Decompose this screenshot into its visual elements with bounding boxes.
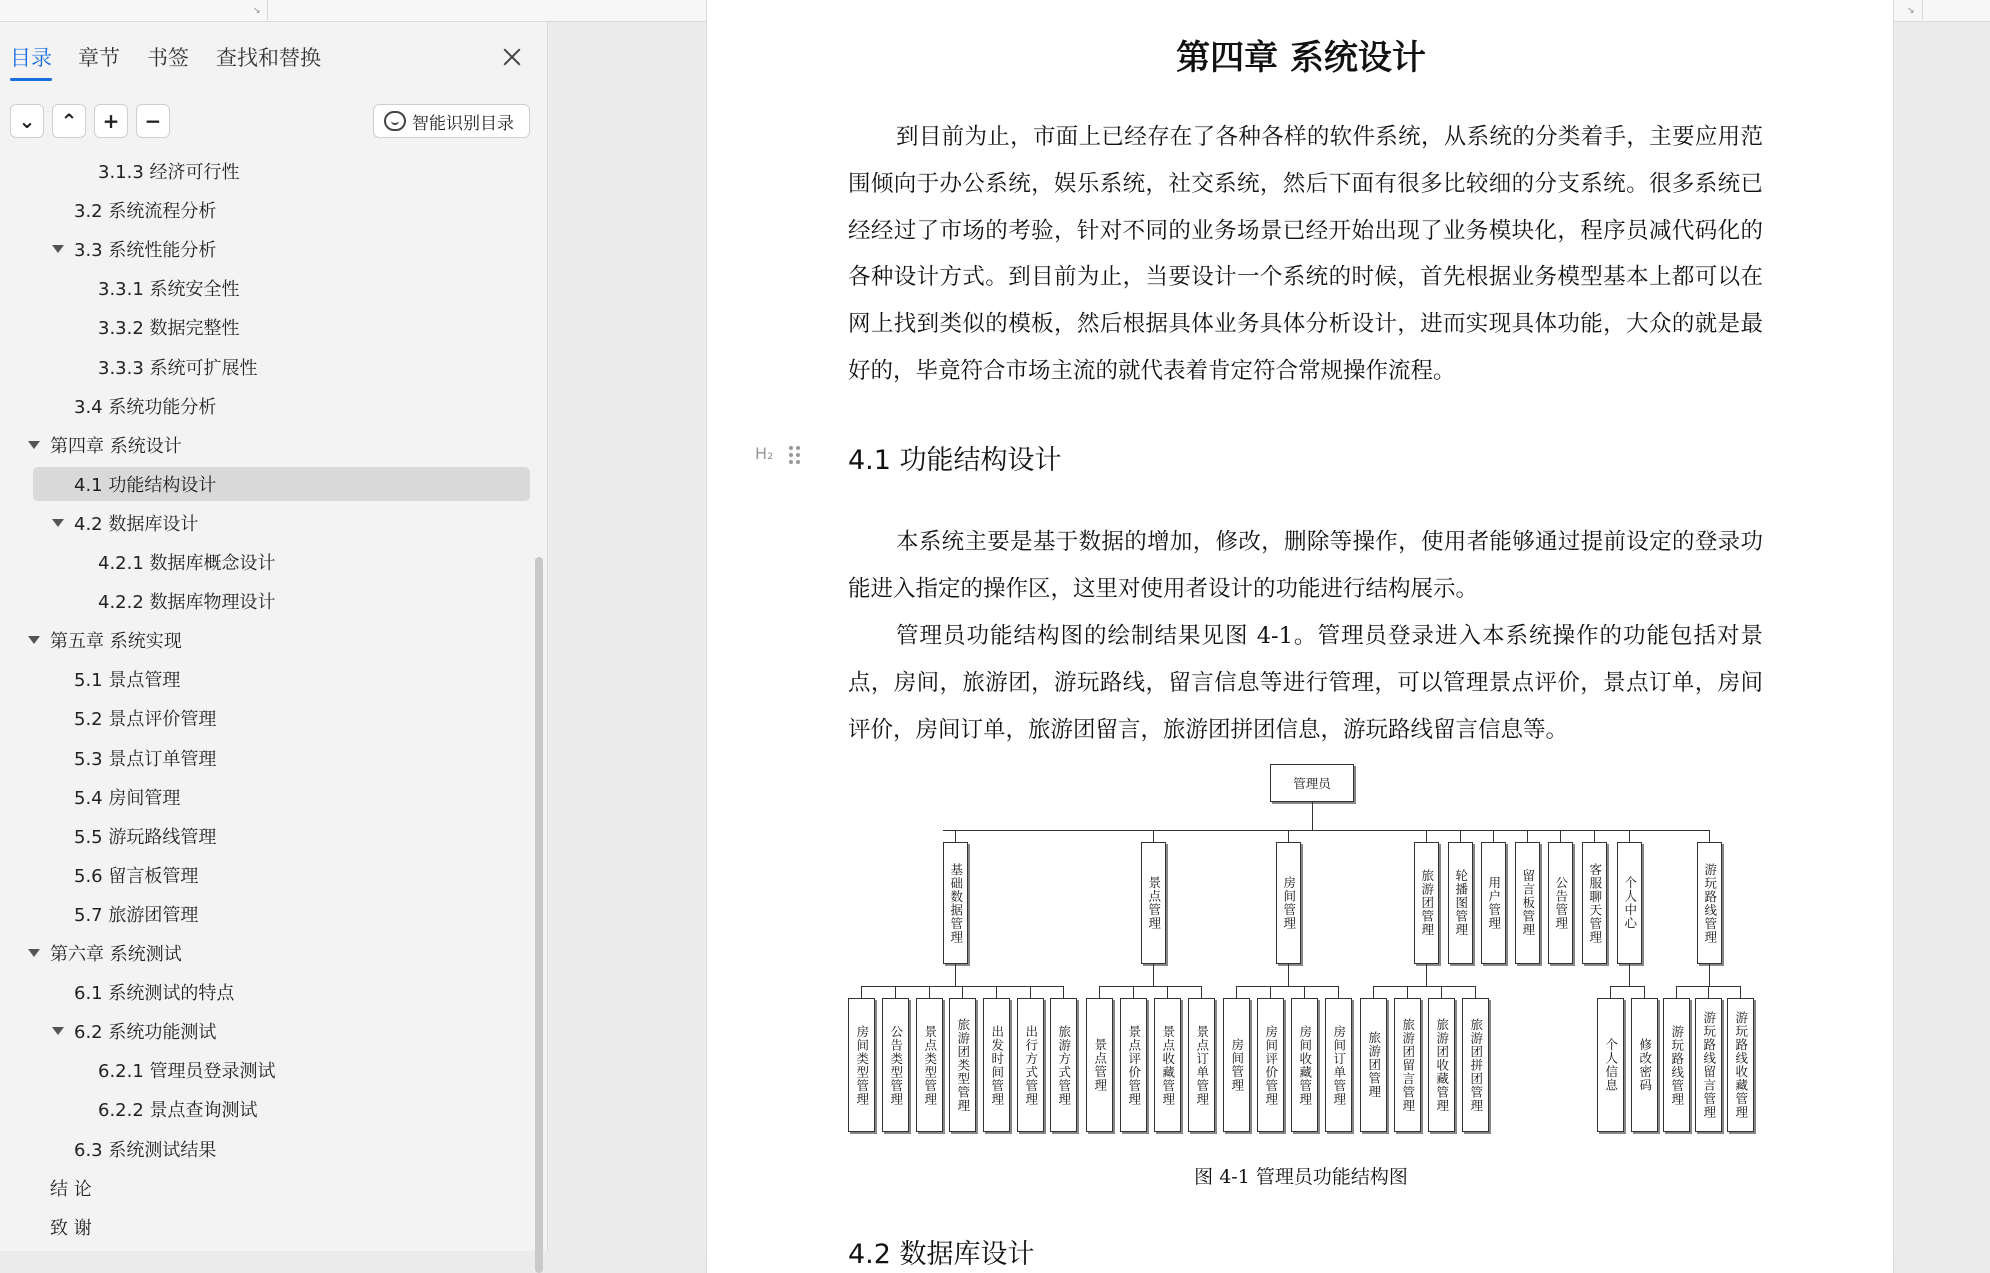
- toc-item[interactable]: [50, 623, 182, 657]
- toc-item-label: 3.1.3 经济可行性: [98, 162, 240, 183]
- chart-level1-node: 景点管理: [1141, 842, 1166, 964]
- connector-line: [955, 830, 956, 842]
- toc-item[interactable]: [74, 1132, 216, 1166]
- toc-item[interactable]: [74, 741, 216, 775]
- chart-level2-node: 旅游团管理: [1360, 998, 1387, 1132]
- toc-item-label: 4.2.1 数据库概念设计: [98, 553, 276, 574]
- connector-line: [929, 986, 930, 998]
- connector-line: [1629, 830, 1630, 842]
- toc-item[interactable]: [98, 310, 240, 344]
- chart-level2-node: 公告类型管理: [882, 998, 909, 1132]
- connector-line: [1709, 964, 1710, 986]
- expand-caret-icon[interactable]: [28, 441, 40, 449]
- close-icon[interactable]: [498, 44, 526, 72]
- chart-level1-node: 游玩路线管理: [1697, 842, 1722, 964]
- chapter-title: 第四章 系统设计: [1176, 38, 1426, 78]
- connector-line: [1629, 964, 1630, 986]
- toc-item-label: 致 谢: [50, 1217, 92, 1239]
- chart-level1-node: 轮播图管理: [1448, 842, 1473, 964]
- chart-level2-node: 房间类型管理: [848, 998, 875, 1132]
- toc-item-label: 6.3 系统测试结果: [74, 1139, 217, 1161]
- toc-item[interactable]: [74, 662, 180, 696]
- chart-level2-node: 个人信息: [1597, 998, 1624, 1132]
- toc-item-label: 第五章 系统实现: [50, 631, 182, 653]
- toc-item[interactable]: [98, 154, 240, 188]
- connector-line: [895, 986, 896, 998]
- remove-heading-button[interactable]: [136, 104, 170, 138]
- toc-item[interactable]: [74, 232, 216, 266]
- connector-line: [1644, 986, 1645, 998]
- expand-corner-icon[interactable]: ↘: [253, 6, 261, 16]
- add-heading-button[interactable]: [94, 104, 128, 138]
- toc-item[interactable]: [98, 584, 276, 618]
- toc-item-label: 3.3 系统性能分析: [74, 240, 217, 262]
- connector-line: [1030, 986, 1031, 998]
- toc-item[interactable]: [74, 506, 198, 540]
- chart-root-node: 管理员: [1270, 764, 1354, 802]
- toc-item[interactable]: [33, 467, 530, 501]
- toc-item-label: 4.2 数据库设计: [74, 513, 199, 535]
- ribbon-group: [268, 0, 778, 20]
- connector-line: [1527, 830, 1528, 842]
- tab-contents[interactable]: 目录: [10, 42, 52, 72]
- connector-line: [1493, 830, 1494, 842]
- drag-handle-icon[interactable]: [789, 446, 801, 466]
- connector-line: [1153, 964, 1154, 986]
- connector-line: [1201, 986, 1202, 998]
- heading-level-marker: H₂: [755, 444, 774, 463]
- connector-line: [1441, 986, 1442, 998]
- connector-line: [1288, 964, 1289, 986]
- toc-item[interactable]: [74, 819, 216, 853]
- ai-icon: [384, 111, 406, 131]
- toc-item[interactable]: [74, 858, 198, 892]
- connector-line: [1709, 830, 1710, 842]
- next-section-heading: 4.2 数据库设计: [848, 1239, 1035, 1270]
- toc-item[interactable]: [74, 897, 198, 931]
- expand-caret-icon[interactable]: [52, 245, 64, 253]
- toc-item-label: 5.6 留言板管理: [74, 865, 199, 887]
- toc-item[interactable]: [50, 1171, 92, 1205]
- expand-corner-icon[interactable]: ↘: [1907, 6, 1915, 16]
- toc-item-label: 6.1 系统测试的特点: [74, 983, 235, 1005]
- connector-line: [1133, 986, 1134, 998]
- toc-item-label: 3.3.3 系统可扩展性: [98, 357, 258, 379]
- chart-level2-node: 旅游团收藏管理: [1428, 998, 1455, 1132]
- chart-level1-node: 基础数据管理: [943, 842, 968, 964]
- toc-item[interactable]: [50, 1210, 92, 1244]
- connector-line: [1610, 986, 1611, 998]
- toc-item-label: 5.5 游玩路线管理: [74, 826, 217, 848]
- connector-line: [1373, 986, 1476, 987]
- toc-item-label: 第六章 系统测试: [50, 944, 182, 965]
- plus-icon: +: [102, 109, 120, 133]
- connector-line: [1099, 986, 1100, 998]
- chart-level2-node: 景点收藏管理: [1154, 998, 1181, 1132]
- chart-level2-node: 旅游团留言管理: [1394, 998, 1421, 1132]
- chart-level2-node: 旅游方式管理: [1050, 998, 1077, 1132]
- body-paragraph: 本系统主要是基于数据的增加，修改，删除等操作，使用者能够通过提前设定的登录功能进入指定的操作区，这里对使用者设计的功能进行结构展示。: [848, 529, 1763, 602]
- chart-level2-node: 旅游团拼团管理: [1462, 998, 1489, 1132]
- connector-line: [1236, 986, 1237, 998]
- toc-item-label: 6.2 系统功能测试: [74, 1022, 217, 1044]
- chart-level1-node: 旅游团管理: [1414, 842, 1439, 964]
- chart-level1-node: 留言板管理: [1515, 842, 1540, 964]
- toc-item-label: 4.1 功能结构设计: [74, 474, 217, 496]
- connector-line: [1338, 986, 1339, 998]
- chart-level1-node: 房间管理: [1276, 842, 1301, 964]
- toc-item[interactable]: [50, 428, 182, 462]
- connector-line: [1304, 986, 1305, 998]
- toc-item-label: 结 论: [50, 1178, 92, 1200]
- connector-line: [1407, 986, 1408, 998]
- toc-item-label: 5.3 景点订单管理: [74, 748, 217, 770]
- chart-level2-node: 房间收藏管理: [1291, 998, 1318, 1132]
- chart-level2-node: 出发时间管理: [983, 998, 1010, 1132]
- chart-level2-node: 房间订单管理: [1325, 998, 1352, 1132]
- expand-caret-icon[interactable]: [28, 636, 40, 644]
- chart-level2-node: 出行方式管理: [1017, 998, 1044, 1132]
- chart-level1-node: 用户管理: [1481, 842, 1506, 964]
- chart-level2-node: 景点订单管理: [1188, 998, 1215, 1132]
- toc-item-label: 第四章 系统设计: [50, 435, 182, 457]
- connector-line: [1610, 986, 1645, 987]
- toc-item-label: 3.2 系统流程分析: [74, 201, 217, 223]
- connector-line: [1153, 830, 1154, 842]
- toc-item[interactable]: [74, 975, 234, 1009]
- toc-item[interactable]: [74, 780, 180, 814]
- collapse-up-button[interactable]: [52, 104, 86, 138]
- chart-level1-node: 个人中心: [1617, 842, 1642, 964]
- smart-toc-label: 智能识别目录: [412, 113, 514, 134]
- smart-toc-button[interactable]: [373, 104, 530, 138]
- chart-level2-node: 旅游团类型管理: [949, 998, 976, 1132]
- toc-item-label: 6.2.1 管理员登录测试: [98, 1061, 276, 1083]
- collapse-down-button[interactable]: [10, 104, 44, 138]
- connector-line: [1708, 986, 1709, 998]
- toc-item[interactable]: [74, 701, 216, 735]
- chart-level2-node: 游玩路线管理: [1663, 998, 1690, 1132]
- connector-line: [1167, 986, 1168, 998]
- chart-level1-node: 客服聊天管理: [1582, 842, 1607, 964]
- document-area: [549, 22, 1990, 1270]
- connector-line: [1426, 830, 1427, 842]
- connector-line: [1236, 986, 1339, 987]
- chart-level1-node: 公告管理: [1548, 842, 1573, 964]
- tab-sections[interactable]: 章节: [78, 46, 120, 70]
- toc-item[interactable]: [74, 1014, 216, 1048]
- toc-item-label: 5.7 旅游团管理: [74, 904, 199, 926]
- connector-line: [861, 986, 862, 998]
- expand-caret-icon[interactable]: [52, 1027, 64, 1035]
- toc-item[interactable]: [50, 936, 182, 970]
- toc-item[interactable]: [98, 1092, 258, 1126]
- toc-item[interactable]: [98, 1053, 276, 1087]
- connector-line: [1099, 986, 1202, 987]
- nav-tabs: [0, 42, 548, 78]
- section-heading: 4.1 功能结构设计: [848, 445, 1062, 476]
- connector-line: [1270, 986, 1271, 998]
- connector-line: [1560, 830, 1561, 842]
- minus-icon: −: [144, 109, 162, 133]
- connector-line: [1288, 830, 1289, 842]
- scrollbar[interactable]: [535, 557, 543, 1273]
- connector-line: [996, 986, 997, 998]
- connector-line: [1475, 986, 1476, 998]
- toc-item-label: 3.4 系统功能分析: [74, 396, 217, 418]
- expand-caret-icon[interactable]: [52, 519, 64, 527]
- connector-line: [1312, 802, 1313, 830]
- connector-line: [962, 986, 963, 998]
- toc-item-label: 6.2.2 景点查询测试: [98, 1100, 258, 1122]
- toc-item[interactable]: [74, 389, 216, 423]
- toc-item[interactable]: [98, 350, 258, 384]
- chart-level2-node: 景点管理: [1086, 998, 1113, 1132]
- chevron-down-icon: ⌄: [18, 109, 36, 133]
- chart-level2-node: 景点类型管理: [916, 998, 943, 1132]
- toc-item-label: 3.3.2 数据完整性: [98, 318, 240, 340]
- chart-level2-node: 游玩路线留言管理: [1695, 998, 1722, 1132]
- connector-line: [1740, 986, 1741, 998]
- connector-line: [1373, 986, 1374, 998]
- chart-level2-node: 房间评价管理: [1257, 998, 1284, 1132]
- toc-item-label: 5.4 房间管理: [74, 787, 181, 809]
- toc-item[interactable]: [74, 193, 216, 227]
- chart-level2-node: 景点评价管理: [1120, 998, 1147, 1132]
- figure-caption: 图 4-1 管理员功能结构图: [1194, 1166, 1408, 1188]
- ribbon-group: [0, 0, 268, 20]
- toc-item-label: 5.1 景点管理: [74, 670, 181, 692]
- toc-item-label: 5.2 景点评价管理: [74, 709, 217, 731]
- chevron-up-icon: ⌃: [60, 109, 78, 133]
- tab-find-replace[interactable]: 查找和替换: [216, 46, 321, 70]
- tab-bookmarks[interactable]: 书签: [147, 46, 189, 70]
- navigation-pane: [0, 22, 548, 1251]
- body-paragraph: 到目前为止，市面上已经存在了各种各样的软件系统，从系统的分类着手，主要应用范围倾向于办公系统，娱乐系统，社交系统，然后下面有很多比较细的分支系统。很多系统已经经过了市场的考验，针对不同的业务场景已经开始出现了业务模块化，程序员减代码化的各种设计方式。到目前为止，当要设计一个系统的时候，首先根据业务模型基本上都可以在网上找到类似的模板，然后根据具体业务具体分析设计，进而实现具体功能，大众的就是最好的，毕竟符合市场主流的就代表着肯定符合常规操作流程。: [848, 124, 1763, 384]
- connector-line: [1676, 986, 1677, 998]
- connector-line: [1460, 830, 1461, 842]
- toc-item-label: 3.3.1 系统安全性: [98, 279, 240, 301]
- connector-line: [1063, 986, 1064, 998]
- document-page: [706, 0, 1894, 1273]
- toc-item-label: 4.2.2 数据库物理设计: [98, 592, 276, 614]
- connector-line: [955, 964, 956, 986]
- body-paragraph: 管理员功能结构图的绘制结果见图 4-1。管理员登录进入本系统操作的功能包括对景点，房间，旅游团，游玩路线，留言信息等进行管理，可以管理景点评价，景点订单，房间评价，房间订单，旅游团留言，旅游团拼团信息，游玩路线留言信息等。: [848, 623, 1763, 743]
- connector-line: [1426, 964, 1427, 986]
- expand-caret-icon[interactable]: [28, 949, 40, 957]
- connector-line: [1594, 830, 1595, 842]
- chart-level2-node: 修改密码: [1631, 998, 1658, 1132]
- chart-level2-node: 房间管理: [1223, 998, 1250, 1132]
- toc-item[interactable]: [98, 545, 276, 579]
- chart-level2-node: 游玩路线收藏管理: [1727, 998, 1754, 1132]
- toc-item[interactable]: [98, 271, 240, 305]
